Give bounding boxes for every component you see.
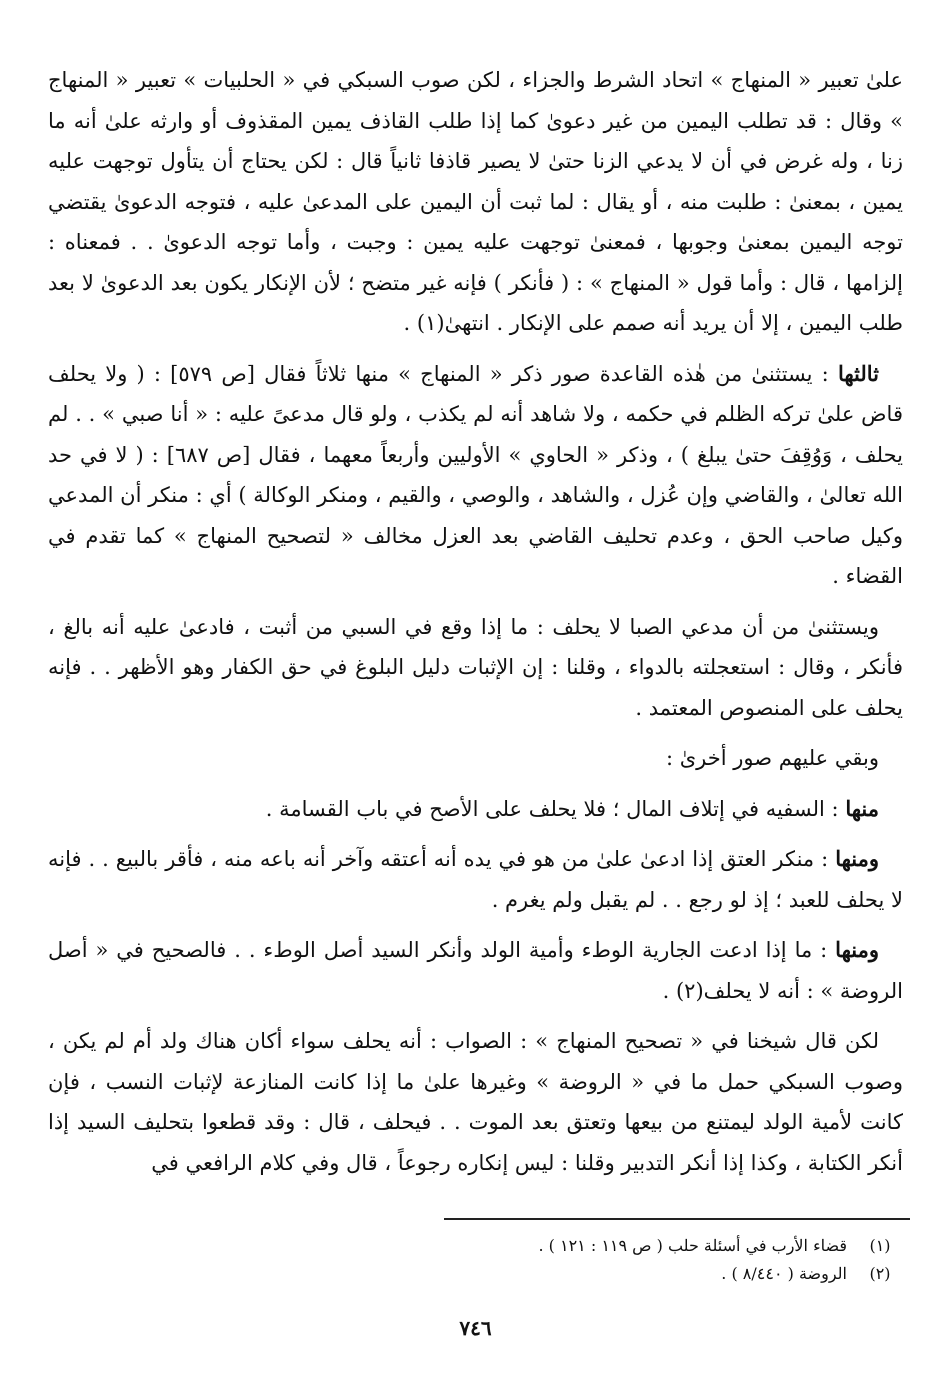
book-page xyxy=(48,60,903,1380)
footnote-2 xyxy=(48,1260,895,1288)
paragraph-3-text: ويستثنىٰ من أن مدعي الصبا لا يحلف : ما إذا وقع في السبي من أثبت ، فادعىٰ عليه أنه بالغ ، فأنكر ، وقال : استعجلته بالدواء ، وقلنا : إن الإثبات دليل البلوغ في حق الكفار وهو الأظهر . . فإنه يحلف على المنصوص المعتمد . xyxy=(48,614,903,720)
paragraph-1 xyxy=(48,60,903,344)
paragraph-2-label: ثالثها xyxy=(837,360,879,386)
paragraph-8 xyxy=(48,1021,903,1183)
paragraph-8-text: لكن قال شيخنا في « تصحيح المنهاج » : الصواب : أنه يحلف سواء أكان هناك ولد أم لم يكن ، وصوب السبكي حمل ما في « الروضة » وغيرها علىٰ ما إذا كانت المنازعة لإثبات النسب ، فإن كانت لأمية الولد ليمتنع من بيعها وتعتق بعد الموت . . فيحلف ، قال : وقد قطعوا بتحليف السيد إذا أنكر الكتابة ، وكذا إذا أنكر التدبير وقلنا : ليس إنكاره رجوعاً ، قال وفي كلام الرافعي في xyxy=(48,1029,903,1175)
footnote-1-text: قضاء الأرب في أسئلة حلب ( ص ١١٩ : ١٢١ ) . xyxy=(538,1236,847,1255)
paragraph-6-label: ومنها xyxy=(835,846,879,871)
page-number: ٧٤٦ xyxy=(459,1316,492,1340)
main-text xyxy=(48,60,903,1183)
paragraph-6-text: : منكر العتق إذا ادعىٰ علىٰ من هو في يده أنه أعتقه وآخر أنه باعه منه ، فأقر بالبيع . . فإنه لا يحلف للعبد ؛ إذ لو رجع . . لم يقبل ولم يغرم . xyxy=(48,847,903,912)
footnote-divider xyxy=(444,1218,910,1220)
paragraph-5-text: : السفيه في إتلاف المال ؛ فلا يحلف على الأصح في باب القسامة . xyxy=(265,796,839,821)
paragraph-5 xyxy=(48,789,903,830)
footnote-2-number: (٢) xyxy=(869,1264,891,1283)
footnote-1-number: (١) xyxy=(869,1236,891,1255)
footnote-2-text: الروضة ( ٨/٤٤٠ ) . xyxy=(721,1264,847,1283)
paragraph-5-label: منها xyxy=(845,795,879,821)
paragraph-2-text: : يستثنىٰ من هٰذه القاعدة صور ذكر « المنهاج » منها ثلاثاً فقال [ص ٥٧٩] : ( ولا يحلف قاض علىٰ تركه الظلم في حكمه ، ولا شاهد أنه لم يكذب ، ولو قال مدعىً عليه : « أنا صبي » . . لم يحلف ، وَوُقِفَ حتىٰ يبلغ ) ، وذكر « الحاوي » الأوليين وأربعاً معهما ، فقال [ص ٦٨٧] : ( لا في حد الله تعالىٰ ، والقاضي وإن عُزل ، والشاهد ، والوصي ، والقيم ، ومنكر الوكالة ) أي : منكر أن المدعي وكيل صاحب الحق ، وعدم تحليف القاضي بعد العزل مخالف « لتصحيح المنهاج » كما تقدم في القضاء . xyxy=(48,361,903,588)
paragraph-6 xyxy=(48,839,903,920)
footnote-1 xyxy=(48,1232,895,1260)
footnotes xyxy=(48,1232,895,1288)
paragraph-7 xyxy=(48,930,903,1011)
paragraph-3 xyxy=(48,607,903,729)
paragraph-7-label: ومنها xyxy=(835,937,879,962)
paragraph-4 xyxy=(48,738,903,779)
paragraph-2 xyxy=(48,354,903,597)
paragraph-4-text: وبقي عليهم صور أخرىٰ : xyxy=(665,746,879,770)
paragraph-1-text: علىٰ تعبير « المنهاج » اتحاد الشرط والجزاء ، لكن صوب السبكي في « الحلبيات » تعبير « المنهاج » وقال : قد تطلب اليمين من غير دعوىٰ كما إذا طلب القاذف يمين المقذوف أو وارثه علىٰ أنه ما زنا ، وله غرض في أن لا يدعي الزنا حتىٰ لا يصير قاذفا ثانياً قال : لكن يحتاج أن يتأول توجهت عليه يمين ، بمعنىٰ : طلبت منه ، أو يقال : لما ثبت أن اليمين على المدعىٰ عليه ، فتوجه الدعوىٰ يقتضي توجه اليمين بمعنىٰ وجوبها ، فمعنىٰ توجهت عليه يمين : وجبت ، وأما توجه الدعوىٰ . . فمعناه : إلزامها ، قال : وأما قول « المنهاج » : ( فأنكر ) فإنه غير متضح ؛ لأن الإنكار يكون بعد الدعوىٰ لا بعد طلب اليمين ، إلا أن يريد أنه صمم على الإنكار . انتهىٰ(١) . xyxy=(48,68,904,335)
paragraph-7-text: : ما إذا ادعت الجارية الوطء وأمية الولد وأنكر السيد أصل الوطء . . فالصحيح في « أصل الروضة » : أنه لا يحلف(٢) . xyxy=(48,938,903,1003)
